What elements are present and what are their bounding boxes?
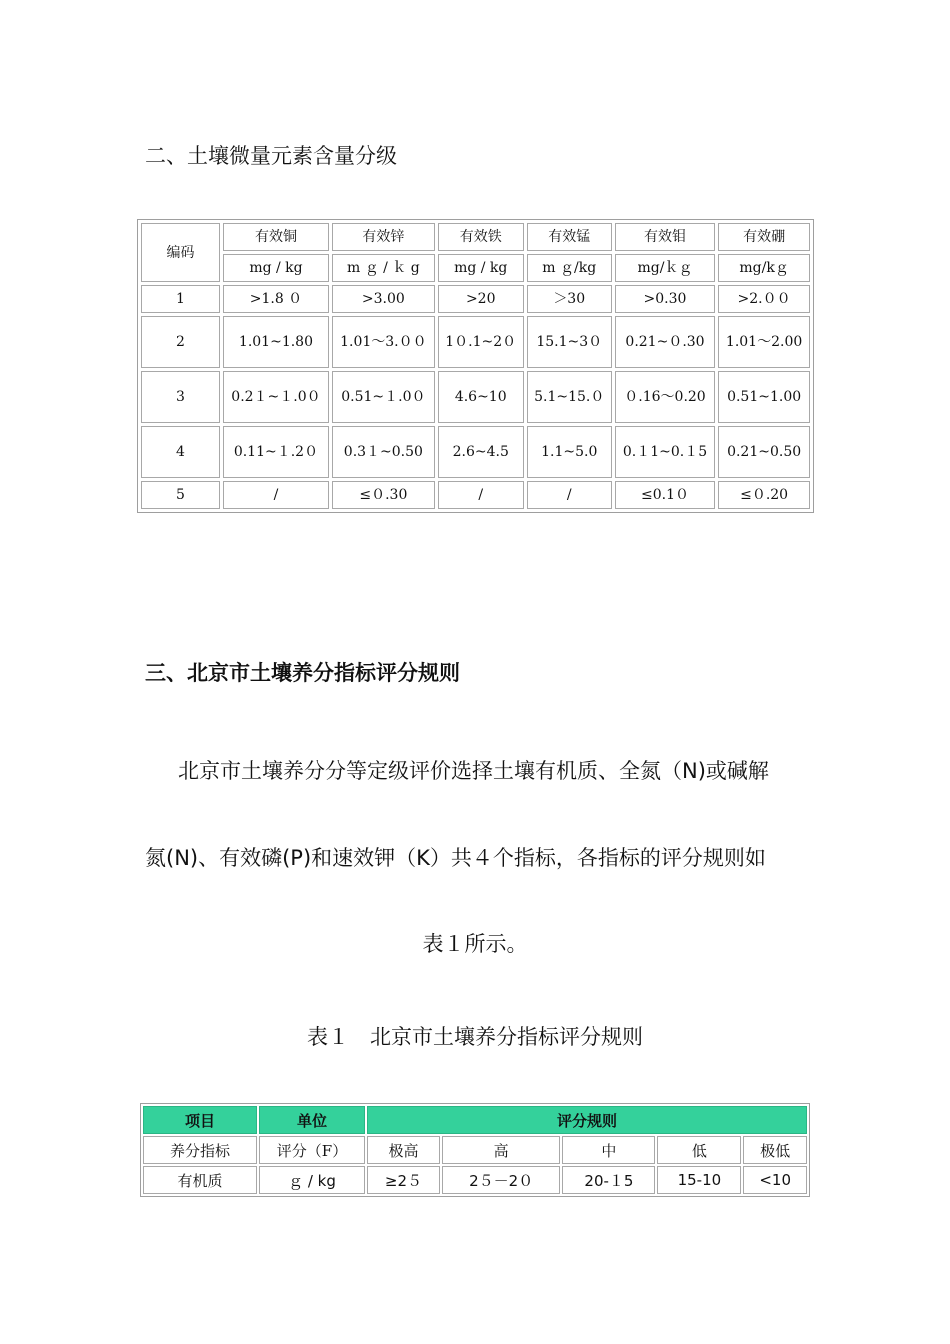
value-cell: 4.6~10 (438, 371, 524, 423)
paragraph-line-2: 氮(N)、有效磷(P)和速效钾（K）共４个指标，各指标的评分规则如 (145, 846, 766, 870)
value-cell: >0.30 (615, 285, 715, 313)
value-cell: >2.００ (718, 285, 810, 313)
value-cell: ＞30 (527, 285, 612, 313)
unit-cell: m ｇ/kg (527, 254, 612, 282)
table-caption: 表１ 北京市土壤养分指标评分规则 (307, 1025, 643, 1049)
value-cell: 20-１5 (562, 1166, 655, 1194)
item-header: 项目 (143, 1106, 257, 1134)
value-cell: 5.1~15.０ (527, 371, 612, 423)
value-cell: 15.1~3０ (527, 316, 612, 368)
code-cell: 3 (141, 371, 220, 423)
value-cell: <10 (743, 1166, 807, 1194)
unit-cell: mg/ｋｇ (615, 254, 715, 282)
value-cell: 0.１1~0.１5 (615, 426, 715, 478)
value-cell: / (223, 481, 329, 509)
code-header: 编码 (141, 223, 220, 282)
element-header: 有效硼 (718, 223, 810, 251)
table-header-row (143, 1106, 807, 1134)
level-header: 低 (657, 1136, 741, 1164)
code-cell: 1 (141, 285, 220, 313)
table-row (141, 285, 810, 313)
value-cell: ≥2５ (367, 1166, 440, 1194)
paragraph-line-3: 表１所示。 (422, 932, 528, 956)
element-header: 有效铁 (438, 223, 524, 251)
table-row (141, 426, 810, 478)
value-cell: 1.01~1.80 (223, 316, 329, 368)
value-cell: 0.11~１.2０ (223, 426, 329, 478)
level-header: 中 (562, 1136, 655, 1164)
value-cell: / (527, 481, 612, 509)
unit-cell: mg/kｇ (718, 254, 810, 282)
value-cell: >3.00 (332, 285, 435, 313)
table-header-row (141, 223, 810, 251)
code-cell: 5 (141, 481, 220, 509)
value-cell: ≤0.1０ (615, 481, 715, 509)
unit-cell: mg / kg (223, 254, 329, 282)
value-cell: 1０.1~2０ (438, 316, 524, 368)
section-heading-scoring-rules: 三、北京市土壤养分指标评分规则 (145, 661, 460, 685)
value-cell: / (438, 481, 524, 509)
level-header: 极高 (367, 1136, 440, 1164)
value-cell: >20 (438, 285, 524, 313)
code-cell: 2 (141, 316, 220, 368)
level-header: 极低 (743, 1136, 807, 1164)
value-cell: 2５－2０ (442, 1166, 561, 1194)
unit-cell: m ｇ / ｋ g (332, 254, 435, 282)
subheader-row (143, 1136, 807, 1164)
value-cell: 15-10 (657, 1166, 741, 1194)
element-header: 有效锌 (332, 223, 435, 251)
value-cell: ０.16～0.20 (615, 371, 715, 423)
item-cell: 有机质 (143, 1166, 257, 1194)
code-cell: 4 (141, 426, 220, 478)
paragraph-line-1: 北京市土壤养分分等定级评价选择土壤有机质、全氮（N)或碱解 (178, 759, 769, 783)
micro-element-table (137, 219, 814, 513)
value-cell: >1.8 ０ (223, 285, 329, 313)
value-cell: 0.51~1.00 (718, 371, 810, 423)
element-header: 有效锰 (527, 223, 612, 251)
unit-row (141, 254, 810, 282)
value-cell: ≤０.20 (718, 481, 810, 509)
table-row (141, 316, 810, 368)
element-header: 有效钼 (615, 223, 715, 251)
score-table (140, 1103, 810, 1197)
unit-cell: mg / kg (438, 254, 524, 282)
subheader-unit: 评分（F） (259, 1136, 365, 1164)
table-row (143, 1166, 807, 1194)
section-heading-micro-elements: 二、土壤微量元素含量分级 (145, 144, 397, 168)
value-cell: 1.01～3.００ (332, 316, 435, 368)
table-row (141, 481, 810, 509)
subheader-item: 养分指标 (143, 1136, 257, 1164)
value-cell: 0.21~0.50 (718, 426, 810, 478)
unit-header: 单位 (259, 1106, 365, 1134)
unit-cell: ｇ / kg (259, 1166, 365, 1194)
rules-header: 评分规则 (367, 1106, 807, 1134)
value-cell: ≤０.30 (332, 481, 435, 509)
value-cell: 0.51~１.0０ (332, 371, 435, 423)
element-header: 有效铜 (223, 223, 329, 251)
value-cell: 0.3１~0.50 (332, 426, 435, 478)
value-cell: 0.21~０.30 (615, 316, 715, 368)
table-row (141, 371, 810, 423)
value-cell: 1.01～2.00 (718, 316, 810, 368)
value-cell: 0.2１~１.0０ (223, 371, 329, 423)
value-cell: 1.1~5.0 (527, 426, 612, 478)
value-cell: 2.6~4.5 (438, 426, 524, 478)
level-header: 高 (442, 1136, 561, 1164)
